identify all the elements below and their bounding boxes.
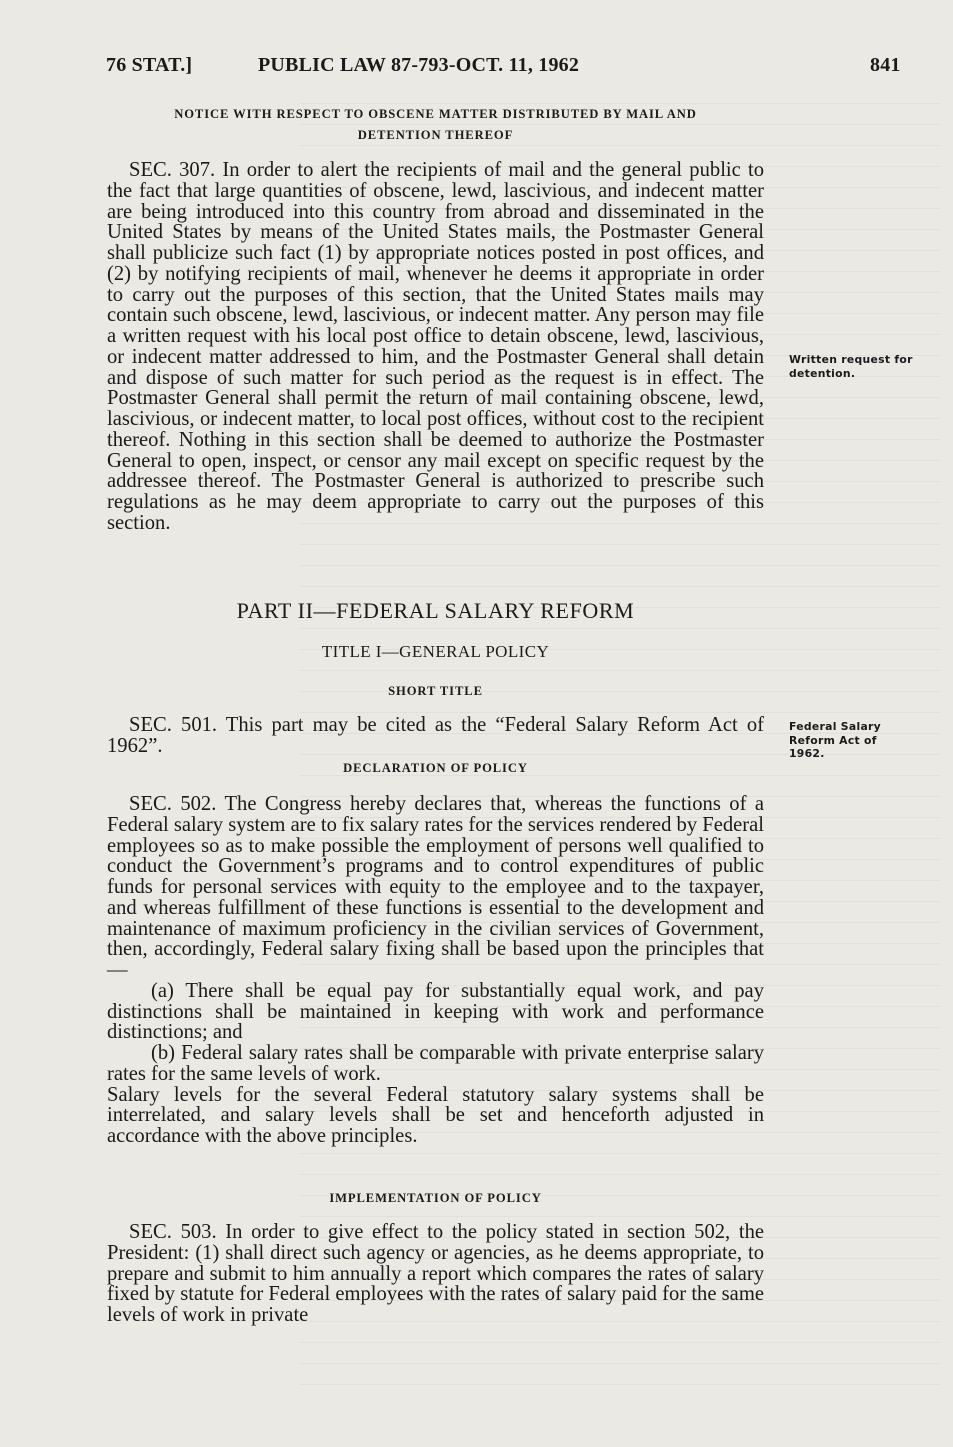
sec502-closing: Salary levels for the several Federal statutory salary systems shall be interrelated, and salary levels shall be set and henceforth adjusted in accordance with the above principles. xyxy=(107,1083,764,1147)
page-number: 841 xyxy=(870,54,901,76)
sec502-text: The Congress hereby declares that, whereas the functions of a Federal salary system are to fix salary rates for the services rendered by Federal employees so as to make possible the employment of persons well qualified to conduct the Government’s programs and to control expenditures of public funds for personal services with equity to the employee and to the taxpayer, and whereas fulfillment of these functions is essential to the development and maintenance of maximum proficiency in the civilian services of Government, then, accordingly, Federal salary fixing shall be based upon the principles that— xyxy=(107,793,765,981)
sec502-item-b: (b) Federal salary rates shall be comparable with private enterprise salary rates for the same levels of work. xyxy=(107,1042,764,1085)
sec307-text: In order to alert the recipients of mail and the general public to the fact that large quantities of obscene, lewd, lascivious, and indecent matter are being introduced into this country from abroad and disseminated in the United States by means of the United States mails, the Postmaster General shall publicize such fact (1) by appropriate notices posted in post offices, and (2) by notifying recipients of mail, whenever he deems it appropriate in order to carry out the purposes of this section, that the United States mails may contain such obscene, lewd, lascivious, or indecent matter. Any person may file a written request with his local post office to detain obscene, lewd, lascivious, or indecent matter addressed to him, and the Postmaster General shall detain and dispose of such matter for such period as the request is in effect. The Postmaster General shall permit the return of mail containing obscene, lewd, lascivious, or indecent matter, to local post offices, without cost to the recipient thereof. Nothing in this section shall be deemed to authorize the Postmaster General to open, inspect, or censor any mail except on specific request by the addressee thereof. The Postmaster General is authorized to prescribe such regulations as he may deem appropriate to carry out the purposes of this section. xyxy=(107,159,765,534)
sec307-label: SEC. 307. xyxy=(129,159,216,181)
running-head-title: PUBLIC LAW 87-793-OCT. 11, 1962 xyxy=(258,54,580,76)
sec501-text: This part may be cited as the “Federal Salary Reform Act of 1962”. xyxy=(107,714,764,757)
sec502-item-a: (a) There shall be equal pay for substantially equal work, and pay distinctions shall be maintained in keeping with work and performance distinctions; and xyxy=(107,979,764,1044)
sec503-text: In order to give effect to the policy stated in section 502, the President: (1) shall direct such agency or agencies, as he deems appropriate, to prepare and submit to him annually a report which compares the rates of salary fixed by statute for Federal employees with the rates of salary paid for the same levels of work in private xyxy=(107,1221,765,1326)
sec503-body xyxy=(107,1222,764,1326)
sec503-label: SEC. 503. xyxy=(129,1221,217,1243)
margin-note-written-request: Written request for detention. xyxy=(789,353,913,380)
sec502-heading: DECLARATION OF POLICY xyxy=(343,761,528,775)
sec501-body xyxy=(107,715,764,757)
sec501-label: SEC. 501. xyxy=(129,714,218,736)
sec501-heading: SHORT TITLE xyxy=(388,684,483,698)
running-head-volume: 76 STAT.] xyxy=(106,54,193,76)
sec307-heading-line1: NOTICE WITH RESPECT TO OBSCENE MATTER DISTRIBUTED BY MAIL AND xyxy=(174,107,697,121)
title-heading: TITLE I—GENERAL POLICY xyxy=(321,642,550,661)
sec502-label: SEC. 502. xyxy=(129,793,217,815)
sec307-heading xyxy=(107,104,764,146)
sec503-heading: IMPLEMENTATION OF POLICY xyxy=(329,1191,542,1205)
margin-note-reform-act: Federal Salary Reform Act of 1962. xyxy=(789,720,881,760)
part-title: PART II—FEDERAL SALARY REFORM xyxy=(236,598,635,623)
sec307-heading-line2: DETENTION THEREOF xyxy=(357,128,514,142)
sec307-body xyxy=(107,160,764,534)
sec502-body xyxy=(107,794,764,1147)
